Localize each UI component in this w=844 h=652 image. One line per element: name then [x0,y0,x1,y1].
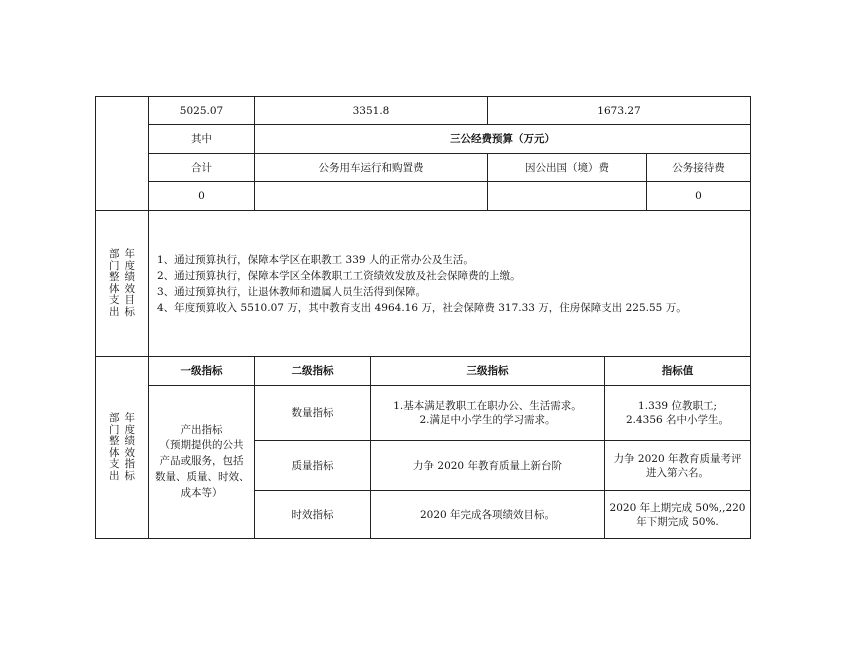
indicators-side-label-col2: 年 度 绩 效 指 标 [124,412,135,482]
level3-timeliness [371,491,605,539]
level3-quality [371,441,605,491]
value-quantity-line1: 1.339 位教职工; [638,400,717,412]
level2-timeliness: 时效指标 [255,491,371,539]
performance-table [95,96,751,539]
vehicle-label: 公务用车运行和购置费 [255,154,488,182]
goal-item-3: 3、通过预算执行，让退休教师和遗属人员生活得到保障。 [157,285,427,298]
header-level3: 三级指标 [371,357,605,386]
header-level2: 二级指标 [255,357,371,386]
budget-col2-cell: 3351.8 [255,97,488,125]
heji-value: 0 [149,182,255,211]
header-level1: 一级指标 [149,357,255,386]
goals-content [149,211,751,357]
value-timeliness [605,491,751,539]
value-timeliness-line1: 2020 年上期完成 50%,,220 [609,501,746,514]
value-timeliness-line2: 年下期完成 50%. [636,515,719,528]
goals-side-label-col2: 年 度 绩 效 目 标 [124,248,135,318]
header-value: 指标值 [605,357,751,386]
heji-label: 合计 [149,154,255,182]
value-quantity-line2: 2.4356 名中小学生。 [625,414,730,426]
value-quality [605,441,751,491]
budget-col3-cell: 1673.27 [488,97,751,125]
vehicle-value [255,182,488,211]
level1-title: 产出指标 [180,424,223,436]
indicators-side-label [96,357,149,539]
level3-timeliness-line1: 2020 年完成各项绩效目标。 [419,508,556,521]
level1-cell [149,386,255,539]
abroad-label: 因公出国（境）费 [488,154,647,182]
level2-quantity: 数量指标 [255,386,371,441]
level3-quantity [371,386,605,441]
goal-item-4: 4、年度预算收入 5510.07 万，其中教育支出 4964.16 万，社会保障费 317.33 万，住房保障支出 225.55 万。 [157,301,687,314]
goal-item-2: 2、通过预算执行，保障本学区全体教职工工资绩效发放及社会保障费的上缴。 [157,269,521,282]
reception-label: 公务接待费 [647,154,751,182]
value-quantity [605,386,751,441]
budget-side-blank [96,97,149,211]
value-quality-line2: 进入第六名。 [646,466,710,479]
level1-desc: （预期提供的公共 产品或服务，包括 数量、质量、时效、 成本等） [155,439,250,499]
goals-side-label [96,211,149,357]
qizhong-label: 其中 [149,125,255,154]
sangong-title: 三公经费预算（万元） [255,125,751,154]
goals-side-label-col1: 部 门 整 体 支 出 [109,248,120,318]
value-quality-line1: 力争 2020 年教育质量考评 [613,452,742,465]
level3-quantity-line2: 2.满足中小学生的学习需求。 [419,414,556,426]
budget-total-cell: 5025.07 [149,97,255,125]
reception-value: 0 [647,182,751,211]
level2-quality: 质量指标 [255,441,371,491]
abroad-value [488,182,647,211]
level3-quantity-line1: 1.基本满足教职工在职办公、生活需求。 [393,400,582,412]
goal-item-1: 1、通过预算执行，保障本学区在职教工 339 人的正常办公及生活。 [157,253,474,266]
indicators-side-label-col1: 部 门 整 体 支 出 [109,412,120,482]
level3-quality-line1: 力争 2020 年教育质量上新台阶 [413,459,562,472]
